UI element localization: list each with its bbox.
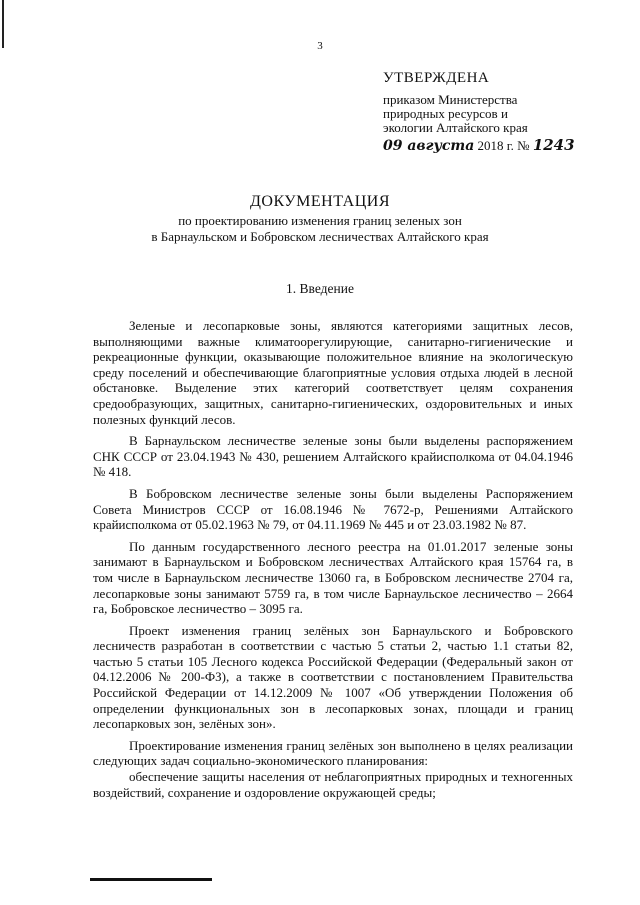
- section-heading: 1. Введение: [286, 281, 354, 296]
- document-body: [93, 318, 573, 800]
- document-title-sub: в Барнаульском и Бобровском лесничествах Алтайского края: [151, 229, 489, 244]
- approval-stamp: [383, 70, 623, 154]
- document-title: [0, 193, 640, 245]
- handwritten-order-number: 1243: [532, 136, 575, 154]
- scan-bottom-mark: [90, 878, 212, 881]
- document-title-main: ДОКУМЕНТАЦИЯ: [249, 193, 390, 210]
- approval-line: природных ресурсов и: [383, 106, 508, 121]
- page-number: 3: [317, 40, 323, 52]
- approval-date-line: [383, 137, 623, 154]
- body-paragraph: По данным государственного лесного реестра на 01.01.2017 зеленые зоны занимают в Барнаульском и Бобровском лесничествах Алтайского края 15764 га, в том числе в Барнаульском лесничестве 13060 га, в Бобровском лесничестве 2704 га, лесопарковые зоны занимают 5759 га, в том числе Барнаульское лесничество – 2664 га, Бобровское лесничество – 3095 га.: [93, 538, 573, 617]
- approval-line: приказом Министерства: [383, 92, 518, 107]
- approval-line: экологии Алтайского края: [383, 120, 528, 135]
- approval-heading: УТВЕРЖДЕНА: [383, 70, 490, 86]
- body-paragraph: В Барнаульском лесничестве зеленые зоны были выделены распоряжением СНК СССР от 23.04.1943 № 430, решением Алтайского крайисполкома от 04.04.1946 № 418.: [93, 433, 573, 480]
- order-year-text: 2018 г. №: [477, 138, 530, 153]
- body-paragraph: В Бобровском лесничестве зеленые зоны были выделены Распоряжением Совета Министров СССР от 16.08.1946 № 7672-р, Решениями Алтайского крайисполкома от 05.02.1963 № 79, от 04.11.1969 № 445 и от 23.03.1982 № 87.: [93, 485, 573, 533]
- body-paragraph: обеспечение защиты населения от неблагоприятных природных и техногенных воздействий, сохранение и оздоровление окружающей среды;: [93, 769, 573, 800]
- handwritten-date: 09 августа: [383, 138, 475, 154]
- document-title-sub: по проектированию изменения границ зеленых зон: [178, 213, 462, 228]
- body-paragraph: Проектирование изменения границ зелёных зон выполнено в целях реализации следующих задач социально-экономического планирования:: [93, 737, 573, 769]
- body-paragraph: Зеленые и лесопарковые зоны, являются категориями защитных лесов, выполняющими важные климатоорегулирующие, санитарно-гигиенические и рекреационные функции, оказывающие положительное влияние на экологическую среду поселений и обеспечивающие благоприятные условия отдыха людей в лесной обстановке. Выделение этих категорий соответствует целям сохранения средообразующих, защитных, санитарно-гигиенических, оздоровительных и иных полезных функций лесов.: [93, 318, 573, 427]
- body-paragraph: Проект изменения границ зелёных зон Барнаульского и Бобровского лесничеств разработан в соответствии с частью 5 статьи 2, частью 1.1 статьи 82, частью 5 статьи 105 Лесного кодекса Российской Федерации (Федеральный закон от 04.12.2006 № 200-ФЗ), а также в соответствии с постановлением Правительства Российской Федерации от 14.12.2009 № 1007 «Об утверждении Положения об определении функциональных зон в лесопарковых зонах, площади и границ лесопарковых зон, зелёных зон».: [93, 622, 573, 732]
